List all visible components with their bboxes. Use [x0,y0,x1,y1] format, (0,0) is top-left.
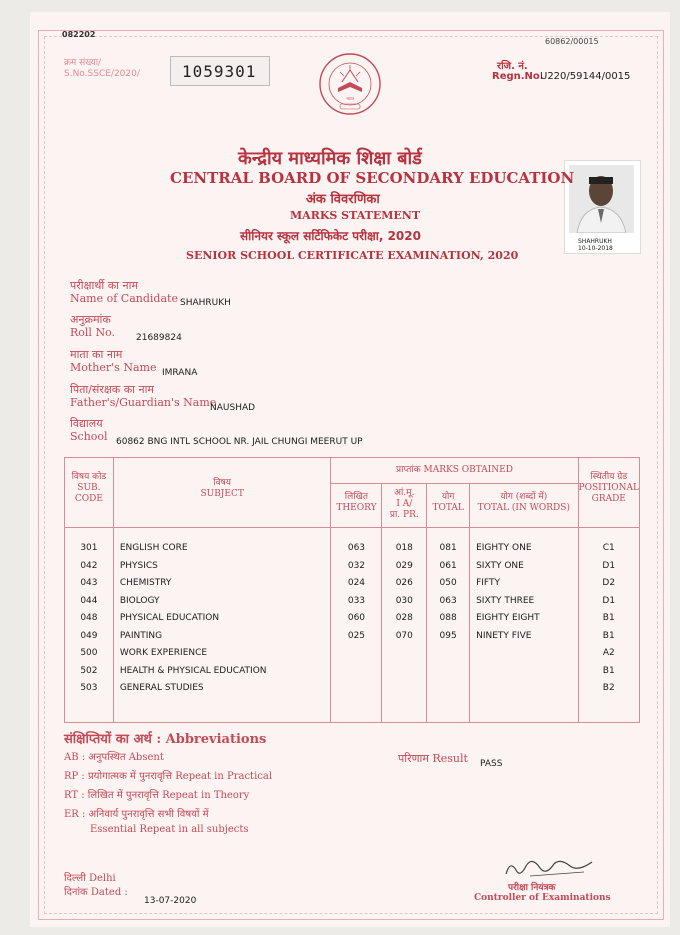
table-row-subject: PAINTING [119,630,163,641]
ia-column [382,528,427,723]
exam-title-english: SENIOR SCHOOL CERTIFICATE EXAMINATION, 2020 [186,249,519,262]
school-label-english: School [70,430,108,443]
photo-caption-date: 10-10-2018 [578,245,613,252]
result-label: परिणाम Result [398,752,468,765]
school-name: 60862 BNG INTL SCHOOL NR. JAIL CHUNGI MEERUT UP [116,437,363,447]
issue-date: 13-07-2020 [144,896,197,906]
table-row-total: 081 [439,543,457,553]
serial-top: 60862/00015 [545,37,599,46]
table-row-total: 095 [439,630,457,641]
table-row-words: EIGHTY EIGHT [476,613,540,623]
table-row-total: 061 [439,560,457,571]
table-row-ia: 070 [395,630,413,641]
statement-title-hindi: अंक विवरणिका [306,192,380,207]
roll-label-hindi: अनुक्रमांक [70,313,111,326]
table-row-code: 042 [80,560,98,571]
words-column [470,528,578,723]
controller-signature-icon [500,852,600,882]
controller-label-english: Controller of Examinations [474,893,611,903]
table-row-ia: 028 [395,613,413,623]
table-row-grade: A2 [602,648,615,658]
table-row-grade: D1 [602,595,616,606]
table-row-theory: 025 [347,630,366,641]
table-row-code: 301 [80,543,98,553]
candidate-name: SHAHRUKH [180,298,231,308]
table-row-words: SIXTY ONE [476,560,524,571]
board-title-hindi: केन्द्रीय माध्यमिक शिक्षा बोर्ड [238,148,422,169]
table-row-code: 048 [80,613,98,623]
abbr-repeat-practical: RP : प्रयोगात्मक में पुनरावृत्ति Repeat in Practical [64,771,273,782]
table-row-words: FIFTY [476,578,500,588]
abbreviations-title: संक्षिप्तियों का अर्थ : Abbreviations [64,732,267,747]
table-row-ia: 030 [395,595,413,606]
marks-table [64,457,640,723]
table-row-theory: 033 [347,595,366,606]
cbse-emblem-icon [318,52,382,116]
theory-column [331,528,382,723]
result-value: PASS [480,759,503,769]
table-row-grade: B1 [602,630,615,641]
table-row-grade: C1 [602,543,615,553]
controller-label-hindi: परीक्षा नियंत्रक [508,883,556,893]
regn-label-english: Regn.No. [492,71,544,82]
board-title-english: CENTRAL BOARD OF SECONDARY EDUCATION [170,169,575,187]
statement-title-english: MARKS STATEMENT [290,209,421,222]
header-theory: लिखित THEORY [331,484,382,528]
header-positional-grade: स्थितीय ग्रेड POSITIONAL GRADE [578,458,639,528]
table-row-grade: B1 [602,613,615,623]
table-row-theory: 060 [347,613,366,623]
table-row-theory: 032 [347,560,366,571]
table-row-subject: PHYSICS [119,560,158,571]
mother-name: IMRANA [162,368,198,378]
place-label: दिल्ली Delhi [64,873,116,884]
table-row-ia: 026 [395,578,413,588]
father-label-hindi: पिता/संरक्षक का नाम [70,383,155,396]
table-row-code: 500 [80,648,98,658]
header-subject: विषय SUBJECT [113,458,331,528]
dated-label: दिनांक Dated : [64,887,128,898]
table-row-words: NINETY FIVE [476,630,532,641]
name-label-hindi: परीक्षार्थी का नाम [70,279,139,292]
photo-caption-name: SHAHRUKH [578,238,612,245]
sno-label [64,58,140,80]
table-row-code: 049 [80,630,98,641]
header-sub-code: विषय कोड SUB. CODE [65,458,114,528]
table-row-code: 043 [80,578,98,588]
table-row-words: EIGHTY ONE [476,543,532,553]
table-row-code: 503 [80,683,98,693]
table-row-total: 063 [439,595,457,606]
abbr-essential-repeat-english: Essential Repeat in all subjects [90,824,249,835]
subjects-column [113,528,331,723]
regn-label-hindi: रजि. नं. [497,61,528,72]
table-row-words: SIXTY THREE [476,595,535,606]
table-row-code: 044 [80,595,98,606]
emblem-caption: भारत [346,96,354,101]
table-row-theory: 063 [347,543,366,553]
father-label-english: Father's/Guardian's Name [70,396,217,409]
table-row-grade: D2 [602,578,616,588]
table-row-grade: B2 [602,683,615,693]
table-row-ia: 018 [395,543,413,553]
sno-label-hindi: क्रम संख्या/ [64,58,102,68]
table-row-subject: GENERAL STUDIES [119,683,204,693]
father-name: NAUSHAD [210,403,256,413]
roll-label-english: Roll No. [70,326,115,339]
school-label-hindi: विद्यालय [70,417,103,430]
total-column [427,528,470,723]
codes-column [65,528,114,723]
table-row-code: 502 [80,665,98,676]
table-row-subject: ENGLISH CORE [119,543,188,553]
abbr-repeat-theory: RT : लिखित में पुनरावृत्ति Repeat in Theory [64,790,250,801]
table-row-total: 050 [439,578,457,588]
abbr-absent: AB : अनुपस्थित Absent [64,752,164,763]
abbr-essential-repeat: ER : अनिवार्य पुनरावृत्ति सभी विषयों में [64,809,209,820]
exam-title-hindi: सीनियर स्कूल सर्टिफिकेट परीक्षा, 2020 [240,229,421,243]
table-row-grade: D1 [602,560,616,571]
table-row-subject: HEALTH & PHYSICAL EDUCATION [119,665,267,676]
roll-number: 21689824 [136,333,182,343]
table-row-subject: WORK EXPERIENCE [119,648,208,658]
header-ia-pr: आं.मू. I A/ प्रा. PR. [382,484,427,528]
table-row-theory: 024 [347,578,366,588]
regn-value: U220/59144/0015 [540,71,631,82]
table-row-grade: B1 [602,665,615,676]
name-label-english: Name of Candidate [70,292,178,305]
grade-column [578,528,639,723]
mother-label-english: Mother's Name [70,361,157,374]
mother-label-hindi: माता का नाम [70,348,123,361]
table-row-subject: PHYSICAL EDUCATION [119,613,220,623]
sno-label-english: S.No.SSCE/2020/ [64,69,140,79]
header-total: योग TOTAL [427,484,470,528]
candidate-portrait-icon [569,165,634,233]
header-marks-obtained: प्राप्तांक MARKS OBTAINED [331,458,578,484]
table-row-ia: 029 [395,560,413,571]
table-row-subject: CHEMISTRY [119,578,172,588]
header-total-words: योग (शब्दों में) TOTAL (IN WORDS) [470,484,578,528]
form-number: 082202 [62,30,96,39]
table-row-total: 088 [439,613,457,623]
table-row-subject: BIOLOGY [119,595,160,606]
sno-value: 1059301 [182,62,257,81]
